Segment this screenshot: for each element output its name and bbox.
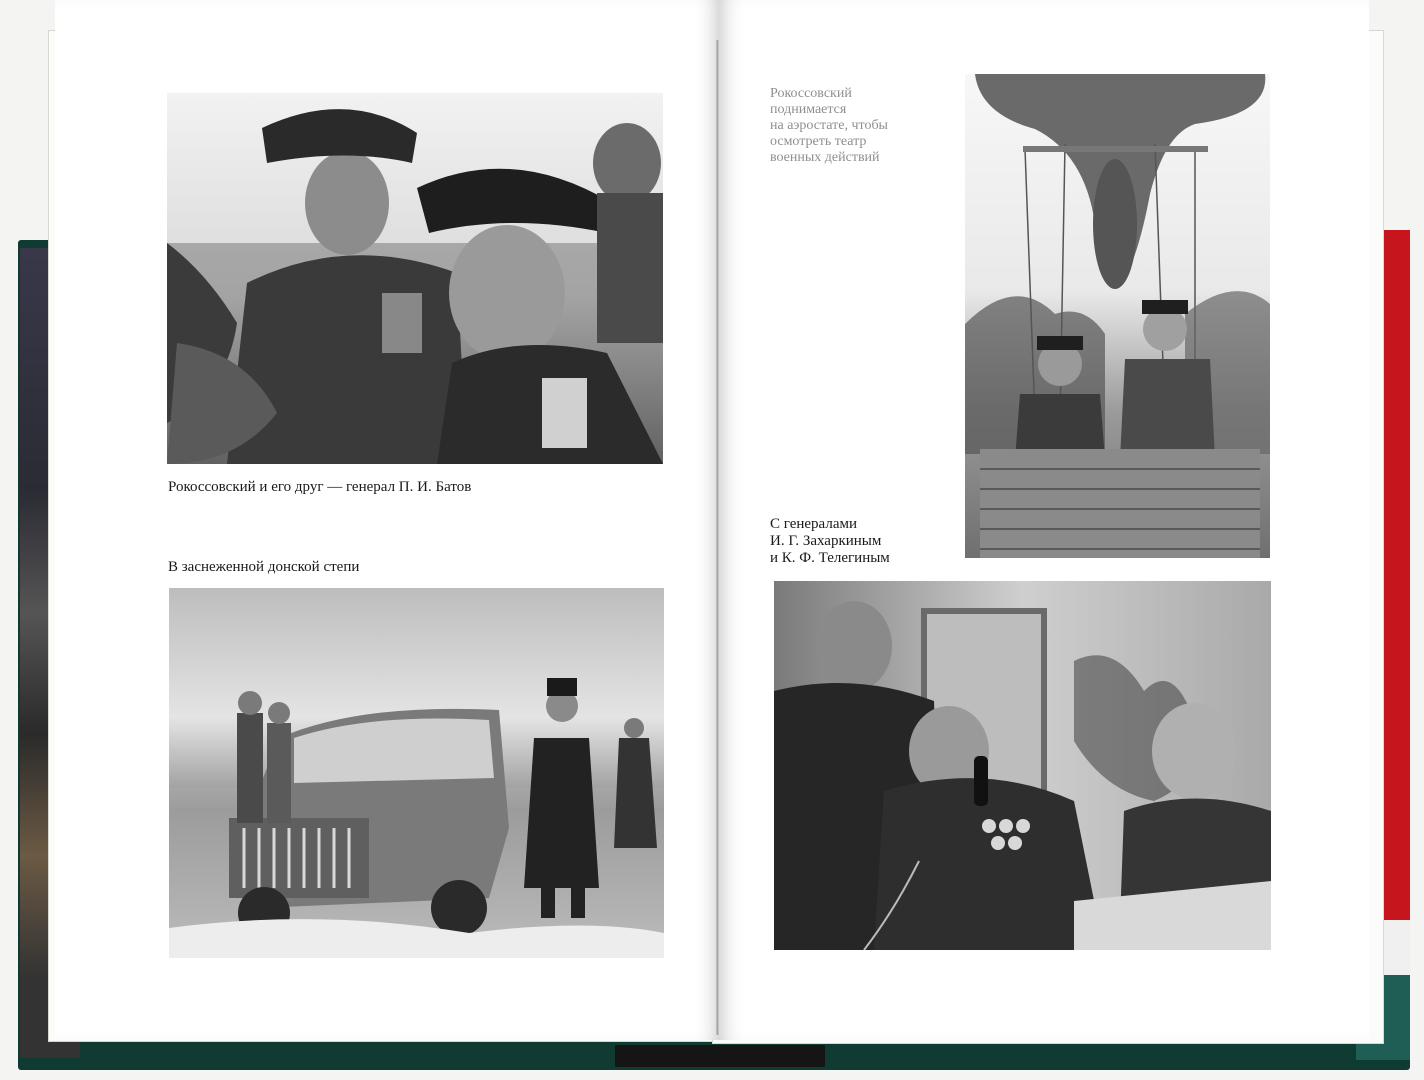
caption-photo3-line: на аэростате, чтобы [770,118,888,133]
caption-photo1: Рокоссовский и его друг — генерал П. И. Батов [168,479,472,495]
book-spine [615,1045,825,1067]
caption-photo3-line: осмотреть театр [770,134,867,149]
photo-don-steppe [169,588,664,958]
photo-with-generals [774,581,1271,950]
left-page [55,0,719,1040]
caption-photo4 [770,516,890,567]
caption-photo3-line: Рокоссовский [770,86,852,101]
caption-photo4-line: и К. Ф. Телегиным [770,550,890,566]
photo-balloon [965,74,1270,558]
caption-photo3-line: поднимается [770,102,847,117]
photo-rokossovsky-batov-image [167,93,663,464]
photo-with-generals-image [774,581,1271,950]
photo-don-steppe-image [169,588,664,958]
photo-rokossovsky-batov [167,93,663,464]
caption-photo3-line: военных действий [770,150,880,165]
caption-photo2: В заснеженной донской степи [168,559,360,575]
photo-balloon-image [965,74,1270,558]
caption-photo4-line: С генералами [770,516,858,532]
caption-photo4-line: И. Г. Захаркиным [770,533,882,549]
caption-photo3 [770,86,888,166]
right-page [719,0,1369,1040]
